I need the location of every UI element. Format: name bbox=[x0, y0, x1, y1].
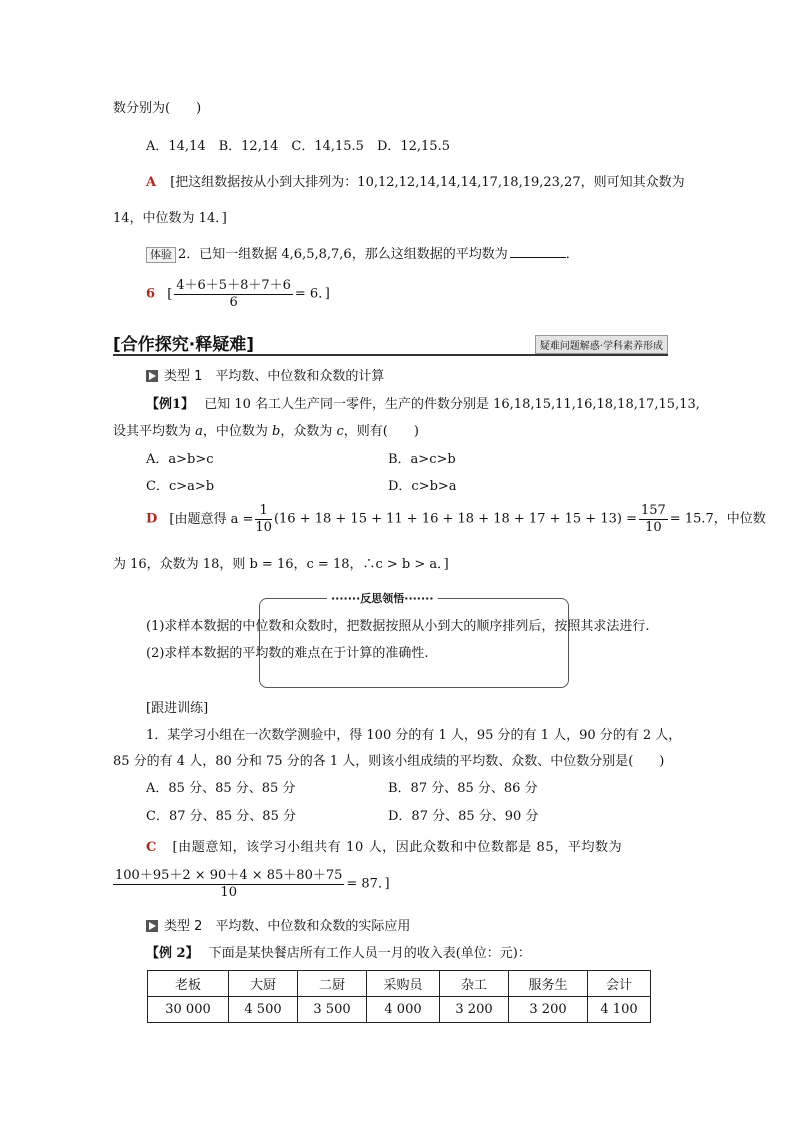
experience-answer bbox=[146, 278, 330, 311]
table-cell: 4 100 bbox=[588, 997, 651, 1023]
answer-line-2: 14，中位数为 14．] bbox=[113, 211, 227, 226]
practice-answer-letter: C bbox=[146, 840, 157, 855]
experience-question bbox=[146, 245, 579, 264]
example1-answer-mid: (16 + 18 + 15 + 11 + 16 + 18 + 18 + 17 + 15 + 13) = bbox=[273, 511, 637, 527]
question-tail: 数分别为( ) bbox=[113, 101, 202, 116]
example1-fraction-2 bbox=[639, 503, 668, 536]
var-a: a bbox=[195, 424, 203, 439]
table-header-cell: 二厨 bbox=[298, 971, 367, 997]
answer-blank bbox=[510, 245, 566, 258]
var-b: b bbox=[272, 424, 281, 439]
practice-answer-line1 bbox=[146, 839, 622, 857]
table-cell: 3 200 bbox=[440, 997, 509, 1023]
experience-answer-open: [ bbox=[167, 286, 173, 302]
table-header-cell: 会计 bbox=[588, 971, 651, 997]
table-header-cell: 大厨 bbox=[229, 971, 298, 997]
section-title: [合作探究·释疑难] bbox=[113, 335, 254, 355]
fraction-denominator: 10 bbox=[255, 520, 272, 535]
fraction-numerator: 4＋6＋5＋8＋7＋6 bbox=[176, 278, 291, 293]
reflection-title-text: 反思领悟 bbox=[360, 592, 405, 605]
section-subtitle: 疑难问题解惑·学科素养形成 bbox=[535, 335, 668, 354]
example1-answer-pre: [由题意得 a = bbox=[169, 511, 254, 527]
type1-heading bbox=[146, 368, 384, 386]
example1-line2 bbox=[113, 423, 419, 441]
table-cell: 3 200 bbox=[509, 997, 588, 1023]
practice-answer-line2 bbox=[113, 868, 390, 901]
var-c: c bbox=[336, 424, 344, 439]
example2-text: 下面是某快餐店所有工作人员一月的收入表(单位：元)： bbox=[208, 946, 531, 961]
fraction-denominator: 6 bbox=[229, 295, 238, 310]
section-header bbox=[113, 328, 668, 356]
experience-answer-tail: = 6．] bbox=[294, 286, 330, 302]
answer-letter: A bbox=[146, 175, 157, 190]
table-header-row bbox=[148, 971, 651, 997]
play-triangle-icon bbox=[146, 920, 158, 932]
practice-option-d: D．87 分、85 分、90 分 bbox=[388, 809, 539, 824]
answer-text: [把这组数据按从小到大排列为：10,12,12,14,14,14,17,18,19,23,27，则可知其众数为 bbox=[170, 175, 685, 190]
practice-label: [跟进训练] bbox=[146, 701, 209, 716]
practice-option-b: B．87 分、85 分、86 分 bbox=[388, 781, 538, 796]
example1-option-a: A．a>b>c bbox=[146, 452, 214, 467]
fraction-denominator: 10 bbox=[645, 520, 662, 535]
fraction-numerator: 157 bbox=[640, 503, 666, 518]
example1-line1 bbox=[146, 396, 700, 414]
income-table bbox=[147, 970, 651, 1023]
table-header-cell: 杂工 bbox=[440, 971, 509, 997]
play-triangle-icon bbox=[146, 370, 158, 382]
reflection-title: ·······反思领悟······· bbox=[327, 590, 438, 606]
practice-answer-text: [由题意知，该学习小组共有 10 人，因此众数和中位数都是 85，平均数为 bbox=[172, 840, 623, 855]
table-header-cell: 老板 bbox=[148, 971, 229, 997]
example1-answer-line2: 为 16，众数为 18，则 b = 16，c = 18，∴c > b > a．] bbox=[113, 557, 449, 572]
reflection-line2: (2)求样本数据的平均数的难点在于计算的准确性. bbox=[146, 646, 429, 661]
example1-answer-post: = 15.7，中位数 bbox=[669, 511, 766, 527]
question-options: A．14,14 B．12,14 C．14,15.5 D．12,15.5 bbox=[146, 139, 450, 154]
example1-answer-letter: D bbox=[146, 511, 158, 527]
practice-q1-line2: 85 分的有 4 人，80 分和 75 分的各 1 人，则该小组成绩的平均数、众数、中位数分别是( ) bbox=[113, 754, 665, 769]
example1-text-d: ，则有( ) bbox=[343, 424, 419, 439]
type2-label: 类型 2 平均数、中位数和众数的实际应用 bbox=[164, 919, 411, 934]
practice-answer-tail: = 87．] bbox=[346, 876, 390, 892]
example1-option-d: D．c>b>a bbox=[388, 479, 457, 494]
example2-line bbox=[146, 945, 531, 963]
table-cell: 4 000 bbox=[367, 997, 440, 1023]
example1-text-c: ，众数为 bbox=[280, 424, 337, 439]
practice-option-c: C．87 分、85 分、85 分 bbox=[146, 809, 296, 824]
practice-fraction bbox=[113, 868, 344, 901]
example1-text-a: 设其平均数为 bbox=[113, 424, 196, 439]
fraction-denominator: 10 bbox=[220, 885, 237, 900]
fraction-numerator: 1 bbox=[255, 503, 272, 520]
fraction-numerator: 100＋95＋2 × 90＋4 × 85＋80＋75 bbox=[115, 868, 343, 883]
type2-heading bbox=[146, 918, 410, 936]
experience-end: ． bbox=[565, 247, 579, 262]
experience-text: 2．已知一组数据 4,6,5,8,7,6，那么这组数据的平均数为 bbox=[178, 247, 508, 262]
table-cell: 30 000 bbox=[148, 997, 229, 1023]
type1-label: 类型 1 平均数、中位数和众数的计算 bbox=[164, 369, 385, 384]
example2-label: 【例 2】 bbox=[146, 946, 199, 961]
experience-fraction bbox=[174, 278, 293, 311]
example1-fraction-1 bbox=[255, 503, 272, 536]
practice-option-a: A．85 分、85 分、85 分 bbox=[146, 781, 296, 796]
experience-answer-letter: 6 bbox=[146, 286, 156, 302]
example1-option-c: C．c>a>b bbox=[146, 479, 215, 494]
example1-text: 已知 10 名工人生产同一零件，生产的件数分别是 16,18,15,11,16,18,18,17,15,13, bbox=[204, 397, 700, 412]
example1-answer-line1 bbox=[146, 503, 766, 536]
example1-text-b: ，中位数为 bbox=[202, 424, 273, 439]
table-header-cell: 采购员 bbox=[367, 971, 440, 997]
reflection-line1: (1)求样本数据的中位数和众数时，把数据按照从小到大的顺序排列后，按照其求法进行. bbox=[146, 619, 650, 634]
experience-badge: 体验 bbox=[146, 247, 176, 263]
table-cell: 3 500 bbox=[298, 997, 367, 1023]
table-cell: 4 500 bbox=[229, 997, 298, 1023]
answer-line-1 bbox=[146, 174, 685, 192]
reflection-box bbox=[259, 598, 569, 688]
table-row bbox=[148, 997, 651, 1023]
example1-option-b: B．a>c>b bbox=[388, 452, 456, 467]
table-header-cell: 服务生 bbox=[509, 971, 588, 997]
example1-label: 【例1】 bbox=[146, 397, 195, 412]
practice-q1-line1: 1．某学习小组在一次数学测验中，得 100 分的有 1 人，95 分的有 1 人，90 分的有 2 人， bbox=[146, 728, 682, 743]
